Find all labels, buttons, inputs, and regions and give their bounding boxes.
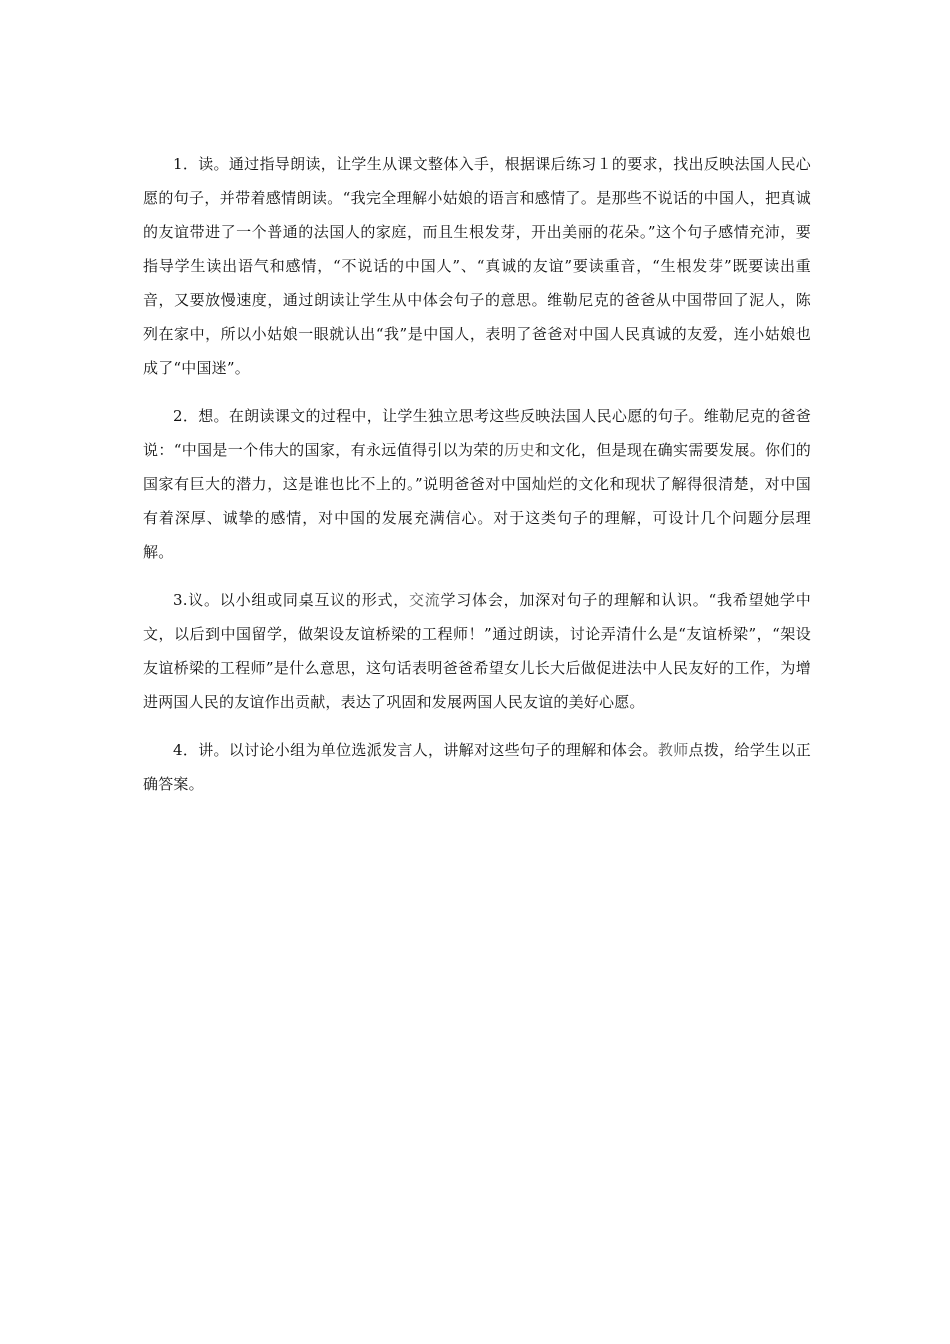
paragraph-text: 4．讲。以讨论小组为单位选派发言人，讲解对这些句子的理解和体会。: [173, 741, 658, 759]
paragraph-think: [143, 399, 811, 569]
teacher-link[interactable]: 教师: [657, 741, 689, 759]
paragraph-text: 点拨，给学生以正确答案。: [143, 741, 811, 793]
paragraph-text: 2．想。在朗读课文的过程中，让学生独立思考这些反映法国人民心愿的句子。维勒尼克的爸爸说：“中国是一个伟大的国家，有永远值得引以为荣的: [143, 407, 811, 459]
paragraph-discuss: [143, 583, 811, 719]
document-page: [143, 147, 811, 815]
paragraph-text: 学习体会，加深对句子的理解和认识。“我希望她学中文，以后到中国留学，做架设友谊桥梁的工程师！”通过朗读，讨论弄清什么是“友谊桥梁”，“架设友谊桥梁的工程师”是什么意思，这句话表明爸爸希望女儿长大后做促进法中人民友好的工作，为增进两国人民的友谊作出贡献，表达了巩固和发展两国人民友谊的美好心愿。: [143, 591, 811, 711]
paragraph-text: 3.议。以小组或同桌互议的形式，: [173, 591, 409, 609]
exchange-link[interactable]: 交流: [409, 591, 441, 609]
paragraph-read: [143, 147, 811, 385]
history-link[interactable]: 历史: [504, 441, 535, 459]
paragraph-explain: [143, 733, 811, 801]
paragraph-text: 和文化，但是现在确实需要发展。你们的国家有巨大的潜力，这是谁也比不上的。”说明爸爸对中国灿烂的文化和现状了解得很清楚，对中国有着深厚、诚挚的感情，对中国的发展充满信心。对于这类句子的理解，可设计几个问题分层理解。: [143, 441, 811, 561]
paragraph-text: 1．读。通过指导朗读，让学生从课文整体入手，根据课后练习１的要求，找出反映法国人民心愿的句子，并带着感情朗读。“我完全理解小姑娘的语言和感情了。是那些不说话的中国人，把真诚的友谊带进了一个普通的法国人的家庭，而且生根发芽，开出美丽的花朵。”这个句子感情充沛，要指导学生读出语气和感情，“不说话的中国人”、“真诚的友谊”要读重音，“生根发芽”既要读出重音，又要放慢速度，通过朗读让学生从中体会句子的意思。维勒尼克的爸爸从中国带回了泥人，陈列在家中，所以小姑娘一眼就认出“我”是中国人，表明了爸爸对中国人民真诚的友爱，连小姑娘也成了“中国迷”。: [143, 155, 811, 377]
